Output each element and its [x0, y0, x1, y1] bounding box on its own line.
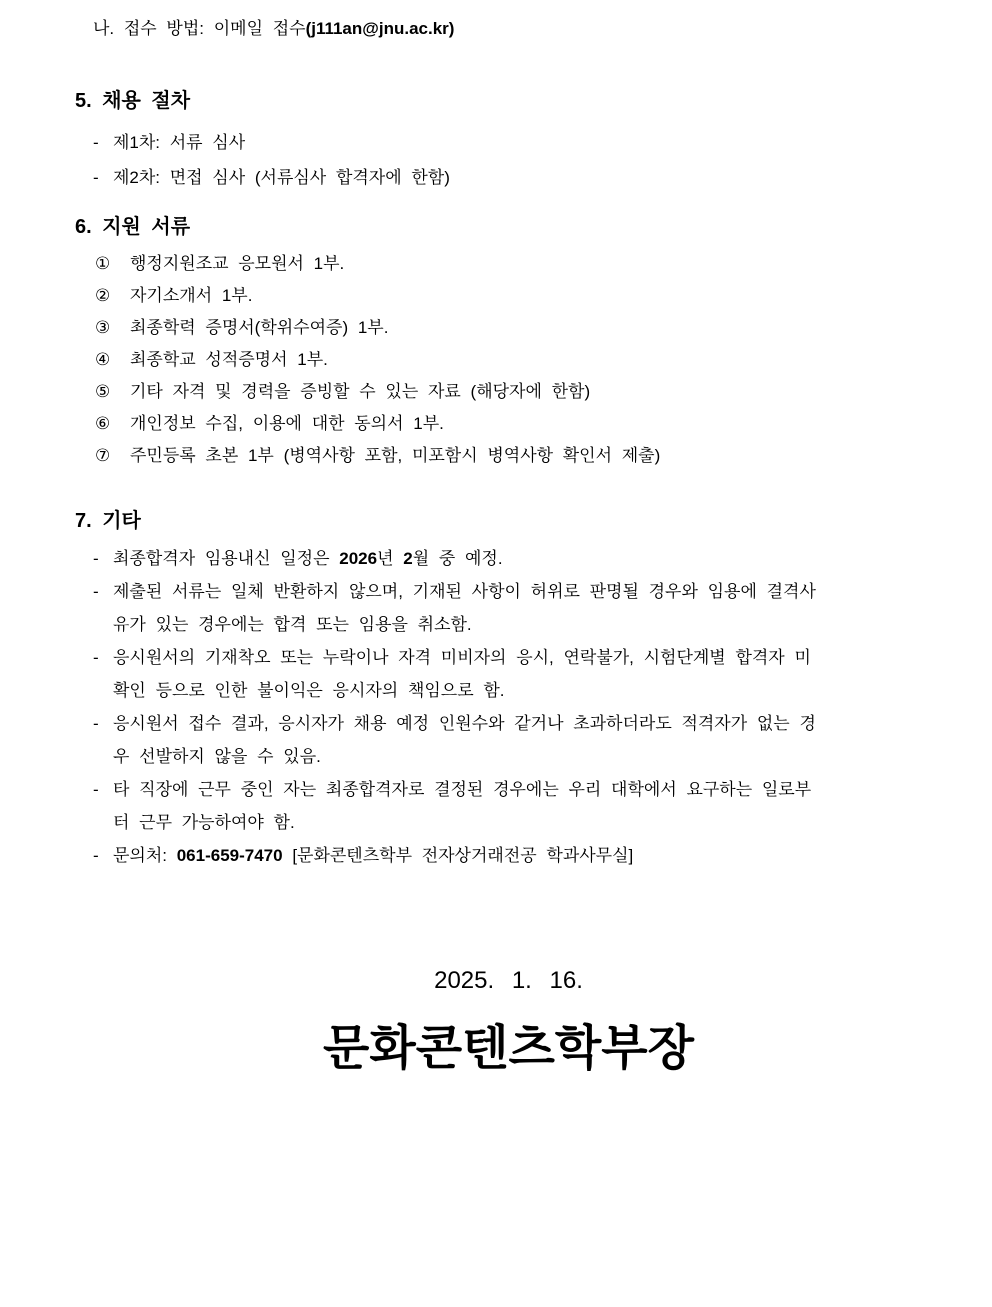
text: 우 선발하지 않을 수 있음.	[113, 747, 321, 766]
text: 년	[377, 549, 404, 568]
list-item-text	[130, 408, 942, 440]
text-line: 개인정보 수집, 이용에 대한 동의서 1부.	[130, 414, 444, 433]
text: 응시원서의 기재착오 또는 누락이나 자격 미비자의 응시, 연락불가, 시험단계별 합격자 미	[113, 648, 811, 667]
list-item-s6-6	[95, 408, 942, 440]
text-line: 주민등록 초본 1부 (병역사항 포함, 미포함시 병역사항 확인서 제출)	[130, 446, 661, 465]
text-line	[113, 806, 942, 839]
list-item-s7-2	[93, 575, 942, 641]
list-item-text	[113, 839, 942, 872]
text: 유가 있는 경우에는 합격 또는 임용을 취소함.	[113, 615, 472, 634]
text: 응시원서 접수 결과, 응시자가 채용 예정 인원수와 같거나 초과하더라도 적격자가 없는 경	[113, 714, 816, 733]
list-item-s6-3	[95, 312, 942, 344]
list-item-s6-4	[95, 344, 942, 376]
list-item-s7-6	[93, 839, 942, 872]
list-marker: ③	[95, 318, 111, 337]
list-item-text	[113, 160, 942, 195]
section-5-list	[93, 125, 942, 195]
list-item-text	[113, 125, 942, 160]
text: 타 직장에 근무 중인 자는 최종합격자로 결정된 경우에는 우리 대학에서 요구하는 일로부	[113, 780, 812, 799]
bold-text: (j111an@jnu.ac.kr)	[305, 19, 455, 38]
intro-line	[93, 16, 942, 42]
list-marker: -	[93, 714, 99, 733]
list-item-text	[113, 773, 942, 839]
section-7-heading: 7. 기타	[75, 510, 141, 532]
list-item-text	[130, 440, 942, 472]
text-line	[113, 740, 942, 773]
text-line	[113, 707, 942, 740]
text: 나. 접수 방법: 이메일 접수	[93, 19, 306, 38]
text-line: 행정지원조교 응모원서 1부.	[130, 254, 345, 273]
text: 터 근무 가능하여야 함.	[113, 813, 295, 832]
text-line: 최종학력 증명서(학위수여증) 1부.	[130, 318, 389, 337]
text: [문화콘텐츠학부 전자상거래전공 학과사무실]	[282, 846, 634, 865]
list-item-s6-1	[95, 248, 942, 280]
text-line: 기타 자격 및 경력을 증빙할 수 있는 자료 (해당자에 한함)	[130, 382, 591, 401]
text-line: 제1차: 서류 심사	[113, 133, 246, 152]
list-item-s7-3	[93, 641, 942, 707]
section-7-list	[93, 542, 942, 872]
list-item-s7-5	[93, 773, 942, 839]
list-marker: -	[93, 168, 99, 187]
list-marker: ②	[95, 286, 111, 305]
list-item-s6-2	[95, 280, 942, 312]
list-item-text	[113, 542, 942, 575]
list-marker: ④	[95, 350, 111, 369]
list-marker: ⑤	[95, 382, 111, 401]
list-item-text	[130, 344, 942, 376]
signature-line: 문화콘텐츠학부장	[323, 1022, 694, 1075]
list-marker: ⑦	[95, 446, 111, 465]
list-item-text	[130, 376, 942, 408]
list-item-s5-2	[93, 160, 942, 195]
section-6-heading: 6. 지원 서류	[75, 216, 191, 238]
section-5-heading: 5. 채용 절차	[75, 90, 191, 112]
list-item-s7-1	[93, 542, 942, 575]
list-item-s5-1	[93, 125, 942, 160]
text-line	[113, 773, 942, 806]
text-line	[113, 575, 942, 608]
date-line: 2025. 1. 16.	[434, 967, 583, 994]
text-line: 제2차: 면접 심사 (서류심사 합격자에 한함)	[113, 168, 450, 187]
list-item-text	[113, 641, 942, 707]
list-item-text	[113, 575, 942, 641]
text: 제출된 서류는 일체 반환하지 않으며, 기재된 사항이 허위로 판명될 경우와 임용에 결격사	[113, 582, 816, 601]
list-marker: ①	[95, 254, 111, 273]
text: 최종합격자 임용내신 일정은	[113, 549, 340, 568]
list-item-s7-4	[93, 707, 942, 773]
bold-text: 2	[403, 549, 413, 568]
text: 월 중 예정.	[412, 549, 503, 568]
list-item-text	[130, 312, 942, 344]
list-marker: ⑥	[95, 414, 111, 433]
list-item-s6-5	[95, 376, 942, 408]
bold-text: 061-659-7470	[176, 846, 283, 865]
list-marker: -	[93, 780, 99, 799]
text-line	[113, 839, 942, 872]
text-line: 최종학교 성적증명서 1부.	[130, 350, 328, 369]
list-item-text	[130, 280, 942, 312]
list-marker: -	[93, 549, 99, 568]
list-marker: -	[93, 582, 99, 601]
list-marker: -	[93, 133, 99, 152]
list-item-text	[113, 707, 942, 773]
section-6-list	[95, 248, 942, 472]
text-line: 자기소개서 1부.	[130, 286, 253, 305]
list-marker: -	[93, 648, 99, 667]
text: 확인 등으로 인한 불이익은 응시자의 책임으로 함.	[113, 681, 505, 700]
list-item-text	[130, 248, 942, 280]
list-marker: -	[93, 846, 99, 865]
text-line	[113, 641, 942, 674]
text-line	[113, 674, 942, 707]
text-line	[113, 542, 942, 575]
bold-text: 2026	[339, 549, 378, 568]
text-line	[113, 608, 942, 641]
text: 문의처:	[113, 846, 177, 865]
list-item-s6-7	[95, 440, 942, 472]
